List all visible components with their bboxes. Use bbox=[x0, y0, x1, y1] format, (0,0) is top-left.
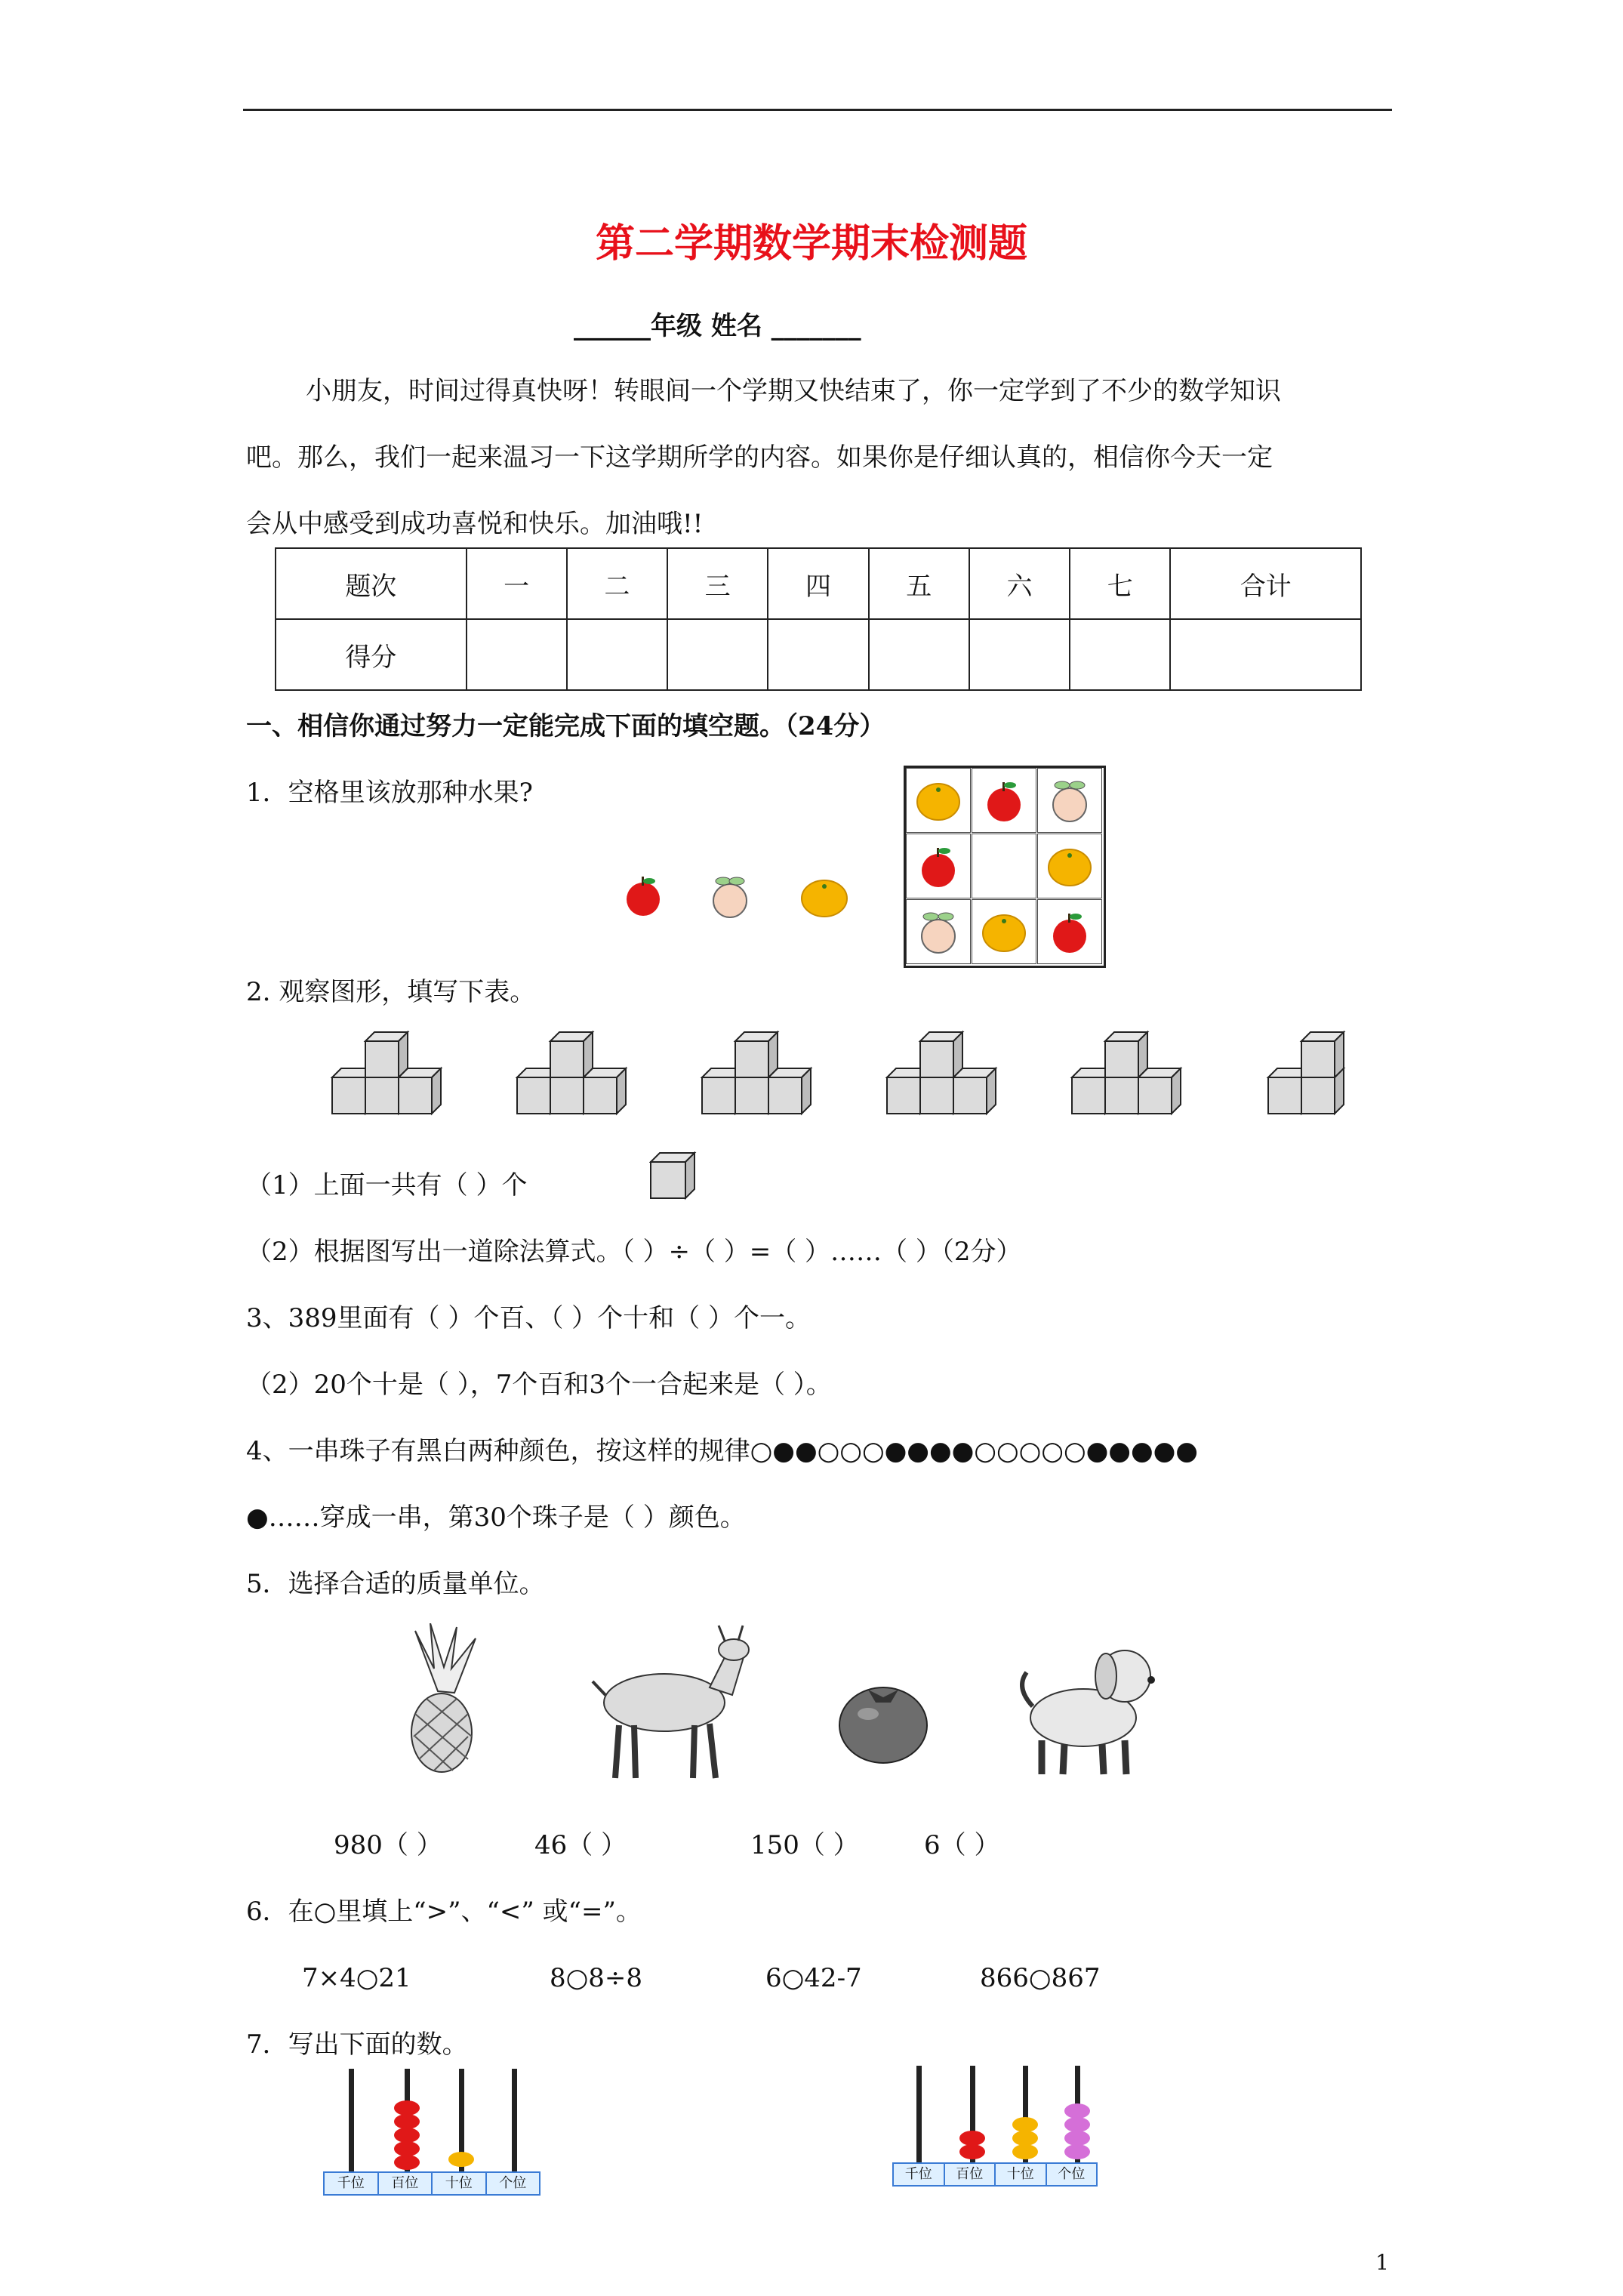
grid-cell bbox=[906, 768, 971, 833]
abacus-bead bbox=[394, 2100, 420, 2116]
header-rule bbox=[243, 109, 1392, 111]
score-label-cell: 得分 bbox=[276, 619, 467, 690]
score-cell: 题次 bbox=[276, 548, 467, 619]
score-input-cell[interactable] bbox=[1070, 619, 1170, 690]
q5-answer-4: 6（ ） bbox=[924, 1830, 1000, 1860]
score-table bbox=[275, 547, 1362, 691]
score-input-cell[interactable] bbox=[969, 619, 1070, 690]
cube-icon bbox=[649, 1151, 699, 1201]
orange-icon bbox=[1038, 834, 1101, 898]
grid-cell-empty[interactable] bbox=[972, 834, 1036, 898]
cube-stack-2 bbox=[517, 1032, 626, 1114]
cube-stack-3 bbox=[702, 1032, 811, 1114]
score-input-cell[interactable] bbox=[467, 619, 567, 690]
abacus-bead bbox=[1012, 2144, 1038, 2159]
abacus-bead bbox=[1064, 2144, 1090, 2159]
apple-icon bbox=[907, 834, 970, 898]
question-1: 1．空格里该放那种水果? bbox=[246, 778, 533, 808]
abacus-bead bbox=[1064, 2103, 1090, 2119]
place-label: 百位 bbox=[379, 2173, 433, 2194]
score-cell: 七 bbox=[1070, 548, 1170, 619]
q6-item-4: 866○867 bbox=[980, 1963, 1101, 1993]
score-cell: 四 bbox=[768, 548, 868, 619]
section1-heading: 一、相信你通过努力一定能完成下面的填空题。（24分） bbox=[246, 711, 885, 741]
score-input-cell[interactable] bbox=[667, 619, 768, 690]
place-label: 个位 bbox=[1047, 2164, 1097, 2185]
abacus-bead bbox=[1064, 2131, 1090, 2146]
abacus-bead bbox=[1012, 2117, 1038, 2132]
place-label: 千位 bbox=[325, 2173, 379, 2194]
grid-cell bbox=[1037, 834, 1102, 898]
dog-icon bbox=[1012, 1635, 1170, 1778]
q5-answer-3: 150（ ） bbox=[750, 1830, 859, 1860]
question-2-2: （2）根据图写出一道除法算式。（ ）÷（ ）=（ ）……（ ）（2分） bbox=[246, 1237, 1022, 1267]
apple-icon bbox=[624, 872, 663, 919]
score-cell: 三 bbox=[667, 548, 768, 619]
question-6: 6．在○里填上“>”、“<” 或“=”。 bbox=[246, 1897, 642, 1927]
intro-line-1: 小朋友，时间过得真快呀！转眼间一个学期又快结束了，你一定学到了不少的数学知识 bbox=[306, 376, 1281, 406]
orange-icon bbox=[800, 876, 848, 918]
score-cell: 合计 bbox=[1170, 548, 1361, 619]
grid-cell bbox=[906, 899, 971, 964]
q6-item-1: 7×4○21 bbox=[302, 1963, 411, 1993]
score-input-cell[interactable] bbox=[567, 619, 667, 690]
grid-cell bbox=[1037, 899, 1102, 964]
peach-icon bbox=[1038, 769, 1101, 832]
place-label: 十位 bbox=[996, 2164, 1047, 2185]
intro-line-2: 吧。那么，我们一起来温习一下这学期所学的内容。如果你是仔细认真的，相信你今天一定 bbox=[246, 442, 1273, 473]
place-label: 十位 bbox=[433, 2173, 487, 2194]
grid-cell bbox=[972, 899, 1036, 964]
grade-name-line: ______年级 姓名 _______ bbox=[574, 311, 861, 341]
abacus-bead bbox=[394, 2141, 420, 2156]
abacus-base bbox=[892, 2162, 1098, 2187]
abacus-base bbox=[323, 2171, 540, 2196]
place-label: 百位 bbox=[945, 2164, 996, 2185]
score-table-header-row bbox=[276, 548, 1361, 619]
question-2-1: （1）上面一共有（ ）个 bbox=[246, 1170, 528, 1200]
orange-icon bbox=[907, 769, 970, 832]
score-input-cell[interactable] bbox=[869, 619, 969, 690]
score-cell: 二 bbox=[567, 548, 667, 619]
score-input-cell[interactable] bbox=[1170, 619, 1361, 690]
pineapple-icon bbox=[393, 1623, 491, 1774]
abacus-bead bbox=[448, 2152, 474, 2167]
abacus-rod bbox=[349, 2069, 354, 2173]
cube-stack-5 bbox=[1072, 1032, 1181, 1114]
score-input-cell[interactable] bbox=[768, 619, 868, 690]
peach-icon bbox=[907, 900, 970, 963]
score-table-score-row bbox=[276, 619, 1361, 690]
grid-cell bbox=[972, 768, 1036, 833]
q6-item-2: 8○8÷8 bbox=[550, 1963, 643, 1993]
cube-stack-6 bbox=[1268, 1032, 1344, 1114]
apple-icon bbox=[972, 769, 1036, 832]
question-4-line-1: 4、一串珠子有黑白两种颜色，按这样的规律○●●○○○●●●●○○○○○●●●●● bbox=[246, 1436, 1198, 1466]
fruit-grid bbox=[904, 766, 1106, 968]
abacus-bead bbox=[394, 2128, 420, 2143]
q5-answer-1: 980（ ） bbox=[334, 1830, 442, 1860]
abacus-bead bbox=[1012, 2131, 1038, 2146]
score-cell: 五 bbox=[869, 548, 969, 619]
abacus-bead bbox=[394, 2114, 420, 2129]
question-4-line-2: ●……穿成一串，第30个珠子是（ ）颜色。 bbox=[246, 1502, 746, 1533]
score-cell: 一 bbox=[467, 548, 567, 619]
page-number: 1 bbox=[1375, 2250, 1389, 2275]
cube-stacks-figure bbox=[325, 1023, 1381, 1117]
question-7: 7．写出下面的数。 bbox=[246, 2029, 468, 2060]
score-cell: 六 bbox=[969, 548, 1070, 619]
place-label: 千位 bbox=[894, 2164, 945, 2185]
tomato-icon bbox=[834, 1676, 932, 1767]
page-title: 第二学期数学期末检测题 bbox=[595, 221, 1027, 267]
place-label: 个位 bbox=[487, 2173, 540, 2194]
question-3: 3、389里面有（ ）个百、（ ）个十和（ ）个一。 bbox=[246, 1303, 811, 1333]
cube-stack-4 bbox=[887, 1032, 996, 1114]
abacus-bead bbox=[959, 2144, 985, 2159]
question-3-2: （2）20个十是（ ），7个百和3个一合起来是（ ）。 bbox=[246, 1370, 832, 1400]
q6-item-3: 6○42-7 bbox=[765, 1963, 862, 1993]
abacus-bead bbox=[959, 2131, 985, 2146]
abacus-bead bbox=[1064, 2117, 1090, 2132]
abacus-rod bbox=[512, 2069, 517, 2173]
peach-icon bbox=[708, 872, 752, 919]
goat-icon bbox=[589, 1620, 755, 1782]
intro-line-3: 会从中感受到成功喜悦和快乐。加油哦!! bbox=[246, 509, 704, 539]
grid-cell bbox=[906, 834, 971, 898]
apple-icon bbox=[1038, 900, 1101, 963]
question-5: 5．选择合适的质量单位。 bbox=[246, 1569, 545, 1599]
orange-icon bbox=[972, 900, 1036, 963]
abacus-bead bbox=[394, 2155, 420, 2170]
cube-stack-1 bbox=[332, 1032, 441, 1114]
abacus-rod bbox=[916, 2066, 922, 2170]
question-2: 2. 观察图形，填写下表。 bbox=[246, 977, 536, 1007]
q5-answer-2: 46（ ） bbox=[534, 1830, 627, 1860]
grid-cell bbox=[1037, 768, 1102, 833]
